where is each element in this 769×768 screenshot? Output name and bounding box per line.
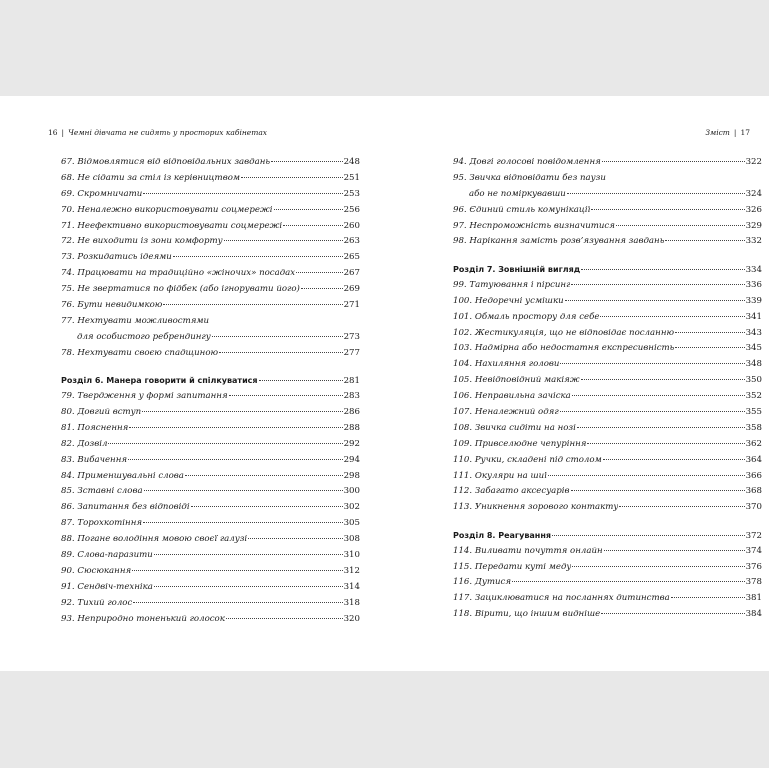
toc-leader-dots [191, 505, 343, 507]
toc-entry-page: 308 [343, 534, 360, 545]
toc-entry-page: 348 [745, 359, 762, 370]
toc-entry-label: 81. Пояснення [61, 422, 129, 433]
toc-entry-page: 281 [343, 376, 360, 387]
toc-entry-label: 70. Неналежно використовувати соцмережі [61, 204, 273, 215]
toc-entry-page: 336 [745, 279, 762, 290]
toc-entry-label: 99. Татуювання і пірсинг [453, 279, 571, 290]
toc-leader-dots [128, 458, 343, 460]
toc-entry-label: 84. Применшувальні слова [61, 470, 184, 481]
toc-entry-label: 90. Сюсюкання [61, 565, 132, 576]
right-toc-list [453, 155, 762, 623]
toc-entry-page: 314 [343, 581, 360, 592]
left-running-header: 16 | Чемні дівчата не сидять у просторих кабінетах [48, 128, 268, 137]
toc-entry-label: 107. Неналежний одяг [453, 406, 559, 417]
toc-entry-page: 334 [745, 264, 762, 275]
toc-entry-label: 68. Не сідати за стіл із керівництвом [61, 172, 240, 183]
toc-entry-page: 271 [343, 300, 360, 311]
toc-entry-page: 302 [343, 502, 360, 513]
toc-spacer [453, 250, 762, 262]
toc-entry-label: 82. Дозвіл [61, 438, 108, 449]
toc-leader-dots [132, 569, 342, 571]
toc-entry[interactable] [453, 484, 762, 500]
toc-leader-dots [675, 331, 745, 333]
toc-entry-label: 117. Зациклюватися на посланнях дитинства [453, 593, 670, 604]
toc-leader-dots [572, 394, 745, 396]
toc-entry-page: 355 [745, 406, 762, 417]
toc-entry-label: 73. Розкидатись ідеями [61, 252, 172, 263]
toc-leader-dots [604, 549, 745, 551]
toc-leader-dots [581, 268, 744, 270]
left-running-title: Чемні дівчата не сидять у просторих кабінетах [68, 128, 268, 137]
toc-leader-dots [591, 208, 744, 210]
toc-entry-label: 91. Сендвіч-техніка [61, 581, 153, 592]
toc-entry-page: 265 [343, 252, 360, 263]
toc-entry-label: 113. Уникнення зорового контакту [453, 502, 619, 513]
toc-entry-label: 109. Привселюдне чепуріння [453, 438, 587, 449]
toc-entry-label: 110. Ручки, складені під столом [453, 454, 602, 465]
toc-leader-dots [108, 442, 342, 444]
toc-entry-page: 362 [745, 438, 762, 449]
toc-entry-page: 352 [745, 391, 762, 402]
toc-entry[interactable] [453, 278, 762, 294]
toc-entry[interactable] [61, 389, 360, 405]
toc-entry-label: 93. Неприродно тоненький голосок [61, 613, 225, 624]
toc-leader-dots [587, 442, 744, 444]
toc-entry[interactable] [61, 282, 360, 298]
toc-entry[interactable] [61, 469, 360, 485]
toc-entry[interactable] [453, 469, 762, 485]
toc-entry-label: 104. Нахиляння голови [453, 359, 560, 370]
toc-entry-page: 286 [343, 406, 360, 417]
toc-leader-dots [560, 362, 744, 364]
toc-entry[interactable] [453, 234, 762, 250]
toc-entry[interactable] [453, 294, 762, 310]
toc-entry[interactable] [61, 314, 360, 330]
toc-entry[interactable] [61, 219, 360, 235]
toc-entry-label: 100. Недоречні усмішки [453, 295, 564, 306]
toc-entry-page: 322 [745, 157, 762, 167]
toc-entry-label: 74. Працювати на традиційно «жіночих» посадах [61, 268, 296, 279]
toc-entry[interactable] [453, 607, 762, 623]
toc-entry[interactable] [453, 421, 762, 437]
toc-entry-label: Розділ 8. Реагування [453, 530, 551, 540]
toc-entry[interactable] [61, 187, 360, 203]
toc-entry-page: 374 [745, 545, 762, 556]
toc-entry[interactable] [453, 357, 762, 373]
toc-entry[interactable] [61, 612, 360, 628]
toc-entry[interactable] [453, 544, 762, 560]
toc-entry-label: 116. Дутися [453, 577, 512, 588]
toc-entry-label: 111. Окуляри на шиї [453, 470, 547, 481]
toc-entry[interactable] [453, 437, 762, 453]
toc-entry[interactable] [61, 548, 360, 564]
toc-entry-page: 326 [745, 204, 762, 215]
toc-leader-dots [142, 410, 342, 412]
toc-entry-page: 263 [343, 236, 360, 247]
toc-entry-page: 310 [343, 549, 360, 560]
toc-entry-label: для особистого ребрендингу [77, 331, 211, 342]
toc-entry-page: 300 [343, 486, 360, 497]
toc-entry-page: 329 [745, 220, 762, 231]
toc-leader-dots [163, 303, 342, 305]
toc-leader-dots [572, 565, 744, 567]
right-running-header: Зміст | 17 [705, 128, 750, 137]
toc-leader-dots [229, 394, 343, 396]
toc-entry-page: 343 [745, 327, 762, 338]
toc-entry-page: 269 [343, 284, 360, 295]
toc-entry-label: або не поміркувавши [469, 188, 566, 199]
toc-entry-page: 318 [343, 597, 360, 608]
toc-leader-dots [248, 537, 342, 539]
toc-leader-dots [512, 580, 745, 582]
toc-entry-label: 76. Бути невидимкою [61, 300, 163, 311]
toc-leader-dots [129, 426, 342, 428]
toc-entry[interactable] [453, 219, 762, 235]
toc-entry[interactable] [61, 234, 360, 250]
toc-entry[interactable] [453, 203, 762, 219]
toc-entry-label: 101. Обмаль простору для себе [453, 311, 600, 322]
toc-entry-page: 288 [343, 422, 360, 433]
toc-leader-dots [274, 208, 343, 210]
toc-entry-label: 118. Вірити, що іншим видніше [453, 609, 601, 620]
toc-leader-dots [224, 239, 343, 241]
toc-entry-page: 251 [343, 172, 360, 183]
toc-entry[interactable] [453, 341, 762, 357]
toc-entry[interactable] [453, 560, 762, 576]
toc-entry-label: 75. Не звертатися по фідбек (або ігнорувати його) [61, 284, 300, 295]
toc-entry[interactable] [61, 453, 360, 469]
toc-entry[interactable] [453, 591, 762, 607]
toc-leader-dots [154, 585, 343, 587]
toc-entry-page: 283 [343, 391, 360, 402]
toc-entry-page: 277 [343, 347, 360, 358]
toc-leader-dots [619, 505, 744, 507]
toc-entry-label: 77. Нехтувати можливостями [61, 315, 210, 326]
toc-entry-label: 72. Не виходити із зони комфорту [61, 236, 223, 247]
toc-entry-page: 345 [745, 343, 762, 354]
toc-leader-dots [143, 192, 342, 194]
toc-entry-label: 86. Запитання без відповіді [61, 502, 190, 513]
left-page-number: 16 [48, 128, 58, 137]
toc-entry-label: 88. Погане володіння мовою своєї галузі [61, 534, 248, 545]
toc-entry-label: 106. Неправильна зачіска [453, 391, 571, 402]
toc-entry[interactable] [61, 484, 360, 500]
toc-entry-label: 108. Звичка сидіти на нозі [453, 422, 576, 433]
toc-leader-dots [226, 617, 343, 619]
toc-entry[interactable] [453, 326, 762, 342]
toc-entry[interactable] [453, 187, 762, 203]
toc-entry-label: 69. Скромничати [61, 188, 143, 199]
toc-spacer [453, 516, 762, 528]
toc-entry-label: 96. Єдиний стиль комунікації [453, 204, 591, 215]
toc-entry[interactable] [61, 298, 360, 314]
toc-leader-dots [577, 426, 745, 428]
toc-entry-page: 378 [745, 577, 762, 588]
toc-leader-dots [601, 612, 744, 614]
toc-entry-page: 350 [745, 375, 762, 386]
toc-entry-page: 292 [343, 438, 360, 449]
toc-entry-label: 103. Надмірна або недостатня експресивність [453, 343, 675, 354]
toc-leader-dots [565, 299, 745, 301]
toc-leader-dots [581, 378, 745, 380]
toc-entry-page: 256 [343, 204, 360, 215]
toc-entry[interactable] [61, 580, 360, 596]
toc-leader-dots [603, 458, 745, 460]
toc-entry-page: 298 [343, 470, 360, 481]
toc-entry-page: 368 [745, 486, 762, 497]
toc-leader-dots [301, 287, 343, 289]
toc-entry[interactable] [453, 575, 762, 591]
toc-section-heading[interactable] [453, 262, 762, 278]
toc-entry-page: 358 [745, 422, 762, 433]
toc-entry[interactable] [61, 500, 360, 516]
toc-section-heading[interactable] [61, 373, 360, 389]
toc-leader-dots [283, 224, 342, 226]
toc-entry[interactable] [61, 421, 360, 437]
toc-entry[interactable] [61, 155, 360, 171]
toc-entry-page: 260 [343, 220, 360, 231]
toc-entry-label: 102. Жестикуляція, що не відповідає посланню [453, 327, 675, 338]
toc-leader-dots [560, 410, 745, 412]
toc-entry-page: 339 [745, 295, 762, 306]
toc-entry[interactable] [453, 500, 762, 516]
toc-entry-label: 98. Нарікання замість розв’язування завдань [453, 236, 665, 247]
toc-leader-dots [616, 224, 745, 226]
toc-entry-page: 381 [745, 593, 762, 604]
toc-entry[interactable] [453, 310, 762, 326]
toc-leader-dots [675, 346, 744, 348]
toc-entry-page: 341 [745, 311, 762, 322]
toc-entry[interactable] [453, 389, 762, 405]
toc-entry-label: 95. Звичка відповідати без паузи [453, 172, 606, 183]
toc-entry-label: 83. Вибачення [61, 454, 128, 465]
toc-leader-dots [571, 283, 744, 285]
toc-entry-page: 372 [745, 530, 762, 541]
toc-leader-dots [133, 601, 342, 603]
toc-leader-dots [143, 521, 343, 523]
toc-leader-dots [552, 534, 745, 536]
toc-leader-dots [173, 255, 343, 257]
toc-leader-dots [296, 271, 342, 273]
toc-entry-label: 87. Торохкотіння [61, 518, 143, 529]
toc-entry-page: 332 [745, 236, 762, 247]
toc-leader-dots [567, 192, 745, 194]
toc-entry-page: 273 [343, 331, 360, 342]
toc-entry[interactable] [453, 373, 762, 389]
toc-entry[interactable] [61, 203, 360, 219]
toc-entry[interactable] [453, 453, 762, 469]
toc-entry[interactable] [453, 405, 762, 421]
right-running-title: Зміст [705, 128, 730, 137]
toc-leader-dots [671, 596, 745, 598]
toc-entry-label: 105. Невідповідний макіяж [453, 375, 580, 386]
toc-entry[interactable] [61, 346, 360, 362]
toc-entry[interactable] [453, 155, 762, 171]
right-page-number: 17 [740, 128, 750, 137]
toc-entry-page: 320 [343, 613, 360, 624]
toc-leader-dots [259, 379, 343, 381]
toc-entry-label: 115. Передати куті меду [453, 561, 572, 572]
left-toc-list [61, 155, 360, 627]
toc-entry[interactable] [61, 266, 360, 282]
toc-leader-dots [548, 474, 745, 476]
toc-entry-label: 78. Нехтувати своєю спадщиною [61, 347, 219, 358]
toc-leader-dots [665, 239, 744, 241]
toc-entry-page: 248 [343, 157, 360, 167]
toc-entry-label: 79. Твердження у формі запитання [61, 391, 228, 402]
toc-entry[interactable] [61, 532, 360, 548]
toc-entry-page: 376 [745, 561, 762, 572]
toc-entry[interactable] [61, 516, 360, 532]
toc-entry-label: 112. Забагато аксесуарів [453, 486, 570, 497]
toc-entry[interactable] [61, 596, 360, 612]
toc-entry-label: Розділ 7. Зовнішній вигляд [453, 264, 581, 274]
toc-entry-page: 324 [745, 188, 762, 199]
toc-entry-page: 364 [745, 454, 762, 465]
toc-leader-dots [212, 335, 343, 337]
toc-entry[interactable] [61, 330, 360, 346]
toc-entry-label: 85. Зставні слова [61, 486, 143, 497]
toc-entry[interactable] [61, 564, 360, 580]
toc-entry[interactable] [453, 171, 762, 187]
toc-section-heading[interactable] [453, 528, 762, 544]
toc-entry-label: 71. Неефективно використовувати соцмережі [61, 220, 283, 231]
book-spread [0, 96, 769, 671]
toc-leader-dots [185, 474, 343, 476]
toc-entry[interactable] [61, 250, 360, 266]
toc-entry-page: 370 [745, 502, 762, 513]
toc-entry-label: 89. Слова-паразити [61, 549, 153, 560]
toc-entry-page: 294 [343, 454, 360, 465]
toc-leader-dots [219, 351, 343, 353]
toc-leader-dots [241, 176, 343, 178]
toc-leader-dots [571, 489, 745, 491]
toc-entry-label: 92. Тихий голос [61, 597, 133, 608]
toc-entry-label: 94. Довгі голосові повідомлення [453, 157, 601, 167]
toc-entry[interactable] [61, 437, 360, 453]
toc-entry-page: 305 [343, 518, 360, 529]
toc-entry[interactable] [61, 171, 360, 187]
toc-spacer [61, 362, 360, 374]
toc-entry-label: Розділ 6. Манера говорити й спілкуватися [61, 376, 258, 386]
toc-entry[interactable] [61, 405, 360, 421]
toc-entry-label: 80. Довгий вступ [61, 406, 142, 417]
toc-entry-label: 114. Виливати почуття онлайн [453, 545, 603, 556]
toc-leader-dots [602, 160, 745, 162]
toc-leader-dots [271, 160, 343, 162]
toc-entry-label: 97. Неспроможність визначитися [453, 220, 615, 231]
toc-leader-dots [600, 315, 744, 317]
toc-entry-page: 384 [745, 609, 762, 620]
toc-entry-label: 67. Відмовлятися від відповідальних завдань [61, 157, 271, 167]
toc-entry-page: 312 [343, 565, 360, 576]
toc-leader-dots [144, 489, 343, 491]
toc-entry-page: 267 [343, 268, 360, 279]
toc-entry-page: 366 [745, 470, 762, 481]
toc-leader-dots [154, 553, 343, 555]
toc-entry-page: 253 [343, 188, 360, 199]
